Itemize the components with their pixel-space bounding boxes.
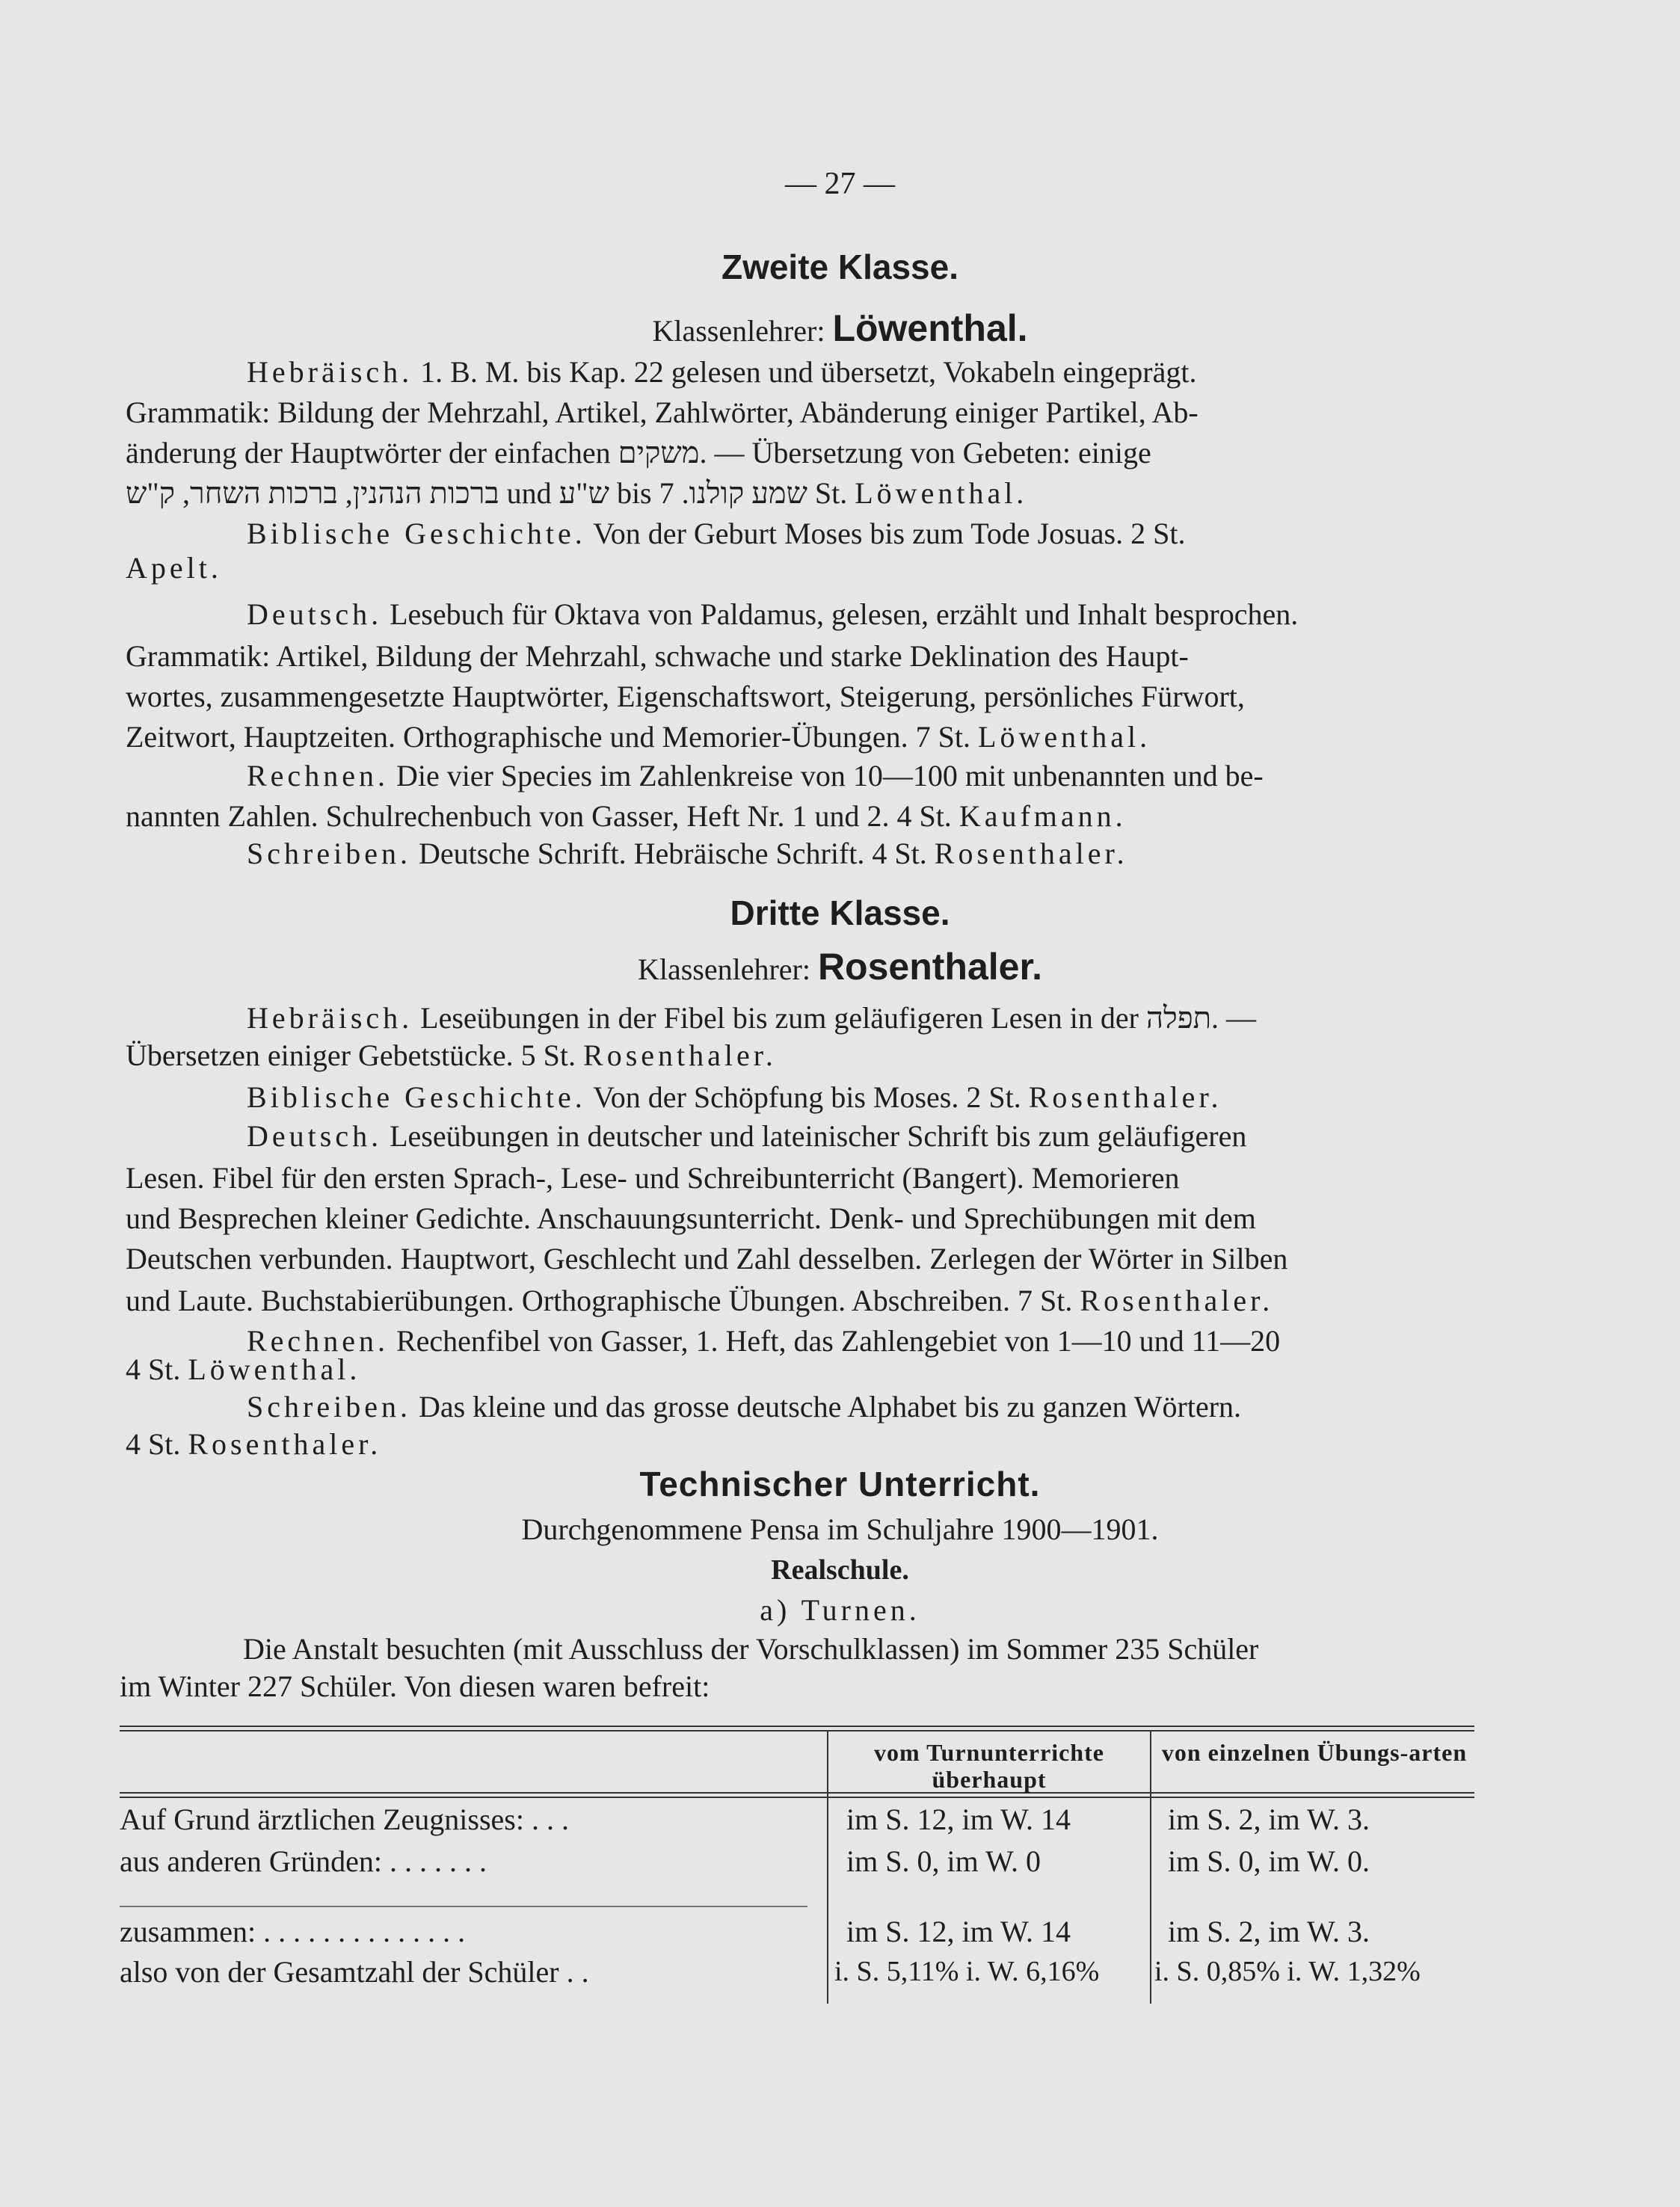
- heading-zweite-klasse: Zweite Klasse.: [721, 247, 959, 286]
- line-zweite-hebraeisch-3: [126, 438, 1151, 468]
- text: Leseübungen in deutscher und lateinischer Schrift bis zum geläufigeren: [390, 1119, 1247, 1153]
- table-column-rule-1: [827, 1732, 828, 2004]
- table-row-label: Auf Grund ärztlichen Zeugnisses: . . .: [120, 1803, 569, 1836]
- line-zweite-deutsch-1: [247, 597, 1299, 631]
- klassenlehrer-name: Löwenthal.: [832, 307, 1028, 349]
- klassenlehrer-name: Rosenthaler.: [817, 946, 1043, 988]
- line-dritte-deutsch-1: [247, 1121, 1246, 1151]
- subject-deutsch: Deutsch.: [247, 597, 383, 631]
- teacher-name: Rosenthaler.: [1028, 1080, 1222, 1114]
- table-top-rule-2: [120, 1730, 1474, 1732]
- line-dritte-deutsch-4: Deutschen verbunden. Hauptwort, Geschlecht und Zahl desselben. Zerlegen der Wörter in Silben: [126, 1242, 1288, 1275]
- line-dritte-rechnen-1: [247, 1326, 1280, 1356]
- text: Die vier Species im Zahlenkreise von 10—100 mit unbenannten und be-: [396, 759, 1264, 792]
- table-cell: im S. 12, im W. 14: [846, 1915, 1071, 1948]
- line-zweite-schreiben: [247, 839, 1128, 869]
- line-dritte-schreiben-2: [126, 1429, 381, 1459]
- text: . 7 St.: [659, 476, 848, 510]
- table-cell: i. S. 5,11% i. W. 6,16%: [834, 1956, 1100, 1987]
- klassenlehrer-zweite: [0, 307, 1680, 350]
- text: nannten Zahlen. Schulrechenbuch von Gasser, Heft Nr. 1 und 2. 4 St.: [126, 799, 952, 833]
- table-cell: im S. 12, im W. 14: [846, 1803, 1071, 1836]
- text: Übersetzen einiger Gebetstücke. 5 St.: [126, 1038, 576, 1072]
- subject-schreiben: Schreiben.: [247, 837, 411, 870]
- subject-schreiben: Schreiben.: [247, 1390, 411, 1423]
- text: Lesebuch für Oktava von Paldamus, gelesen, erzählt und Inhalt besprochen.: [390, 597, 1299, 631]
- hebrew-text: תפלה: [1145, 1001, 1212, 1035]
- line-zweite-deutsch-2: Grammatik: Artikel, Bildung der Mehrzahl, schwache und starke Deklination des Haupt-: [126, 639, 1189, 673]
- teacher-name: Löwenthal.: [188, 1352, 361, 1386]
- text: und Laute. Buchstabierübungen. Orthographische Übungen. Abschreiben. 7 St.: [126, 1284, 1073, 1317]
- intro-line-2: im Winter 227 Schüler. Von diesen waren befreit:: [120, 1669, 710, 1703]
- line-dritte-biblisch: [247, 1080, 1222, 1114]
- line-zweite-rechnen-1: [247, 761, 1264, 791]
- table-column-rule-2: [1150, 1732, 1151, 2004]
- table-cell: im S. 0, im W. 0: [846, 1844, 1041, 1878]
- hebrew-text: משקים: [618, 436, 700, 470]
- line-zweite-rechnen-2: [126, 801, 1127, 831]
- line-zweite-deutsch-3: wortes, zusammengesetzte Hauptwörter, Eigenschaftswort, Steigerung, persönliches Fürwort,: [126, 680, 1245, 713]
- table-sum-rule: [120, 1906, 807, 1907]
- line-dritte-hebraeisch-2: [126, 1038, 777, 1072]
- intro-line-1: Die Anstalt besuchten (mit Ausschluss der Vorschulklassen) im Sommer 235 Schüler: [243, 1632, 1259, 1666]
- subject-hebraeisch: Hebräisch.: [247, 1001, 413, 1035]
- text: Von der Schöpfung bis Moses. 2 St.: [593, 1080, 1021, 1114]
- line-zweite-hebraeisch-1: [247, 357, 1196, 387]
- table-header-rule: [120, 1792, 1474, 1794]
- teacher-name: Rosenthaler.: [934, 837, 1128, 870]
- page-number: — 27 —: [785, 167, 895, 201]
- subject-rechnen: Rechnen.: [247, 1324, 389, 1358]
- subject-rechnen: Rechnen.: [247, 759, 389, 792]
- heading-technischer-unterricht: Technischer Unterricht.: [639, 1465, 1041, 1503]
- line-zweite-hebraeisch-4: [126, 478, 1027, 508]
- teacher-name: Kaufmann.: [959, 799, 1127, 833]
- line-zweite-deutsch-4: [126, 722, 1151, 752]
- text: Zeitwort, Hauptzeiten. Orthographische und Memorier-Übungen. 7 St.: [126, 720, 971, 754]
- line-dritte-rechnen-2: [126, 1352, 361, 1386]
- klassenlehrer-dritte: [0, 945, 1680, 988]
- line-dritte-schreiben-1: [247, 1392, 1241, 1422]
- teacher-name: Rosenthaler.: [188, 1427, 382, 1461]
- heading-dritte-klasse: Dritte Klasse.: [730, 893, 950, 932]
- line-dritte-deutsch-3: und Besprechen kleiner Gedichte. Anschauungsunterricht. Denk- und Sprechübungen mit dem: [126, 1201, 1256, 1235]
- teacher-name: Rosenthaler.: [1080, 1284, 1274, 1317]
- subject-hebraeisch: Hebräisch.: [247, 355, 413, 389]
- table-cell: im S. 2, im W. 3.: [1168, 1803, 1370, 1836]
- line-zweite-biblisch-1: [247, 519, 1185, 549]
- text: . — Übersetzung von Gebeten: einige: [699, 436, 1151, 470]
- table-cell: im S. 0, im W. 0.: [1168, 1844, 1370, 1878]
- text: bis: [616, 476, 652, 510]
- table-header-col2: von einzelnen Übungs-arten: [1161, 1739, 1468, 1766]
- hebrew-text: ש"ע: [559, 476, 609, 510]
- hebrew-text: ברכות הנהנין, ברכות השחר, ק"ש: [126, 476, 499, 510]
- text: 4 St.: [126, 1427, 181, 1461]
- subject-deutsch: Deutsch.: [247, 1119, 383, 1153]
- table-cell: i. S. 0,85% i. W. 1,32%: [1154, 1956, 1421, 1987]
- text: Leseübungen in der Fibel bis zum geläufigeren Lesen in der: [420, 1001, 1139, 1035]
- text: Das kleine und das grosse deutsche Alphabet bis zu ganzen Wörtern.: [418, 1390, 1242, 1423]
- teacher-name: Löwenthal.: [978, 720, 1151, 754]
- table-header-rule-2: [120, 1797, 1474, 1798]
- table-row-label: zusammen: . . . . . . . . . . . . . .: [120, 1915, 466, 1948]
- line-dritte-hebraeisch-1: [247, 1003, 1256, 1033]
- table-row-label: also von der Gesamtzahl der Schüler . .: [120, 1955, 589, 1989]
- heading-realschule: Realschule.: [771, 1554, 909, 1586]
- klassenlehrer-label: Klassenlehrer:: [652, 314, 825, 348]
- subject-biblische-geschichte: Biblische Geschichte.: [247, 517, 586, 550]
- text: Rechenfibel von Gasser, 1. Heft, das Zahlengebiet von 1—10 und 11—20: [396, 1324, 1281, 1358]
- text: Deutsche Schrift. Hebräische Schrift. 4 St.: [418, 837, 927, 870]
- klassenlehrer-label: Klassenlehrer:: [637, 952, 810, 986]
- text: . —: [1211, 1001, 1257, 1035]
- table-header-col1: vom Turnunterrichte überhaupt: [874, 1739, 1104, 1793]
- text: 4 St.: [126, 1352, 181, 1386]
- text: 1. B. M. bis Kap. 22 gelesen und übersetzt, Vokabeln eingeprägt.: [420, 355, 1197, 389]
- line-dritte-deutsch-2: Lesen. Fibel für den ersten Sprach-, Lese- und Schreibunterricht (Bangert). Memorieren: [126, 1161, 1180, 1195]
- table-top-rule: [120, 1726, 1474, 1727]
- teacher-name: Löwenthal.: [855, 476, 1028, 510]
- hebrew-text: שמע קולנו: [689, 476, 807, 510]
- line-dritte-deutsch-5: [126, 1286, 1273, 1316]
- table-row-label: aus anderen Gründen: . . . . . . .: [120, 1844, 487, 1878]
- line-zweite-biblisch-2: Apelt.: [126, 551, 222, 585]
- text: änderung der Hauptwörter der einfachen: [126, 436, 611, 470]
- subject-biblische-geschichte: Biblische Geschichte.: [247, 1080, 586, 1114]
- line-zweite-hebraeisch-2: Grammatik: Bildung der Mehrzahl, Artikel, Zahlwörter, Abänderung einiger Partikel, Ab-: [126, 395, 1199, 429]
- section-turnen: a) Turnen.: [760, 1593, 920, 1627]
- subtitle-pensa: Durchgenommene Pensa im Schuljahre 1900—1901.: [521, 1512, 1159, 1546]
- text: Von der Geburt Moses bis zum Tode Josuas. 2 St.: [593, 517, 1186, 550]
- table-cell: im S. 2, im W. 3.: [1168, 1915, 1370, 1948]
- teacher-name: Rosenthaler.: [583, 1038, 777, 1072]
- text: und: [506, 476, 552, 510]
